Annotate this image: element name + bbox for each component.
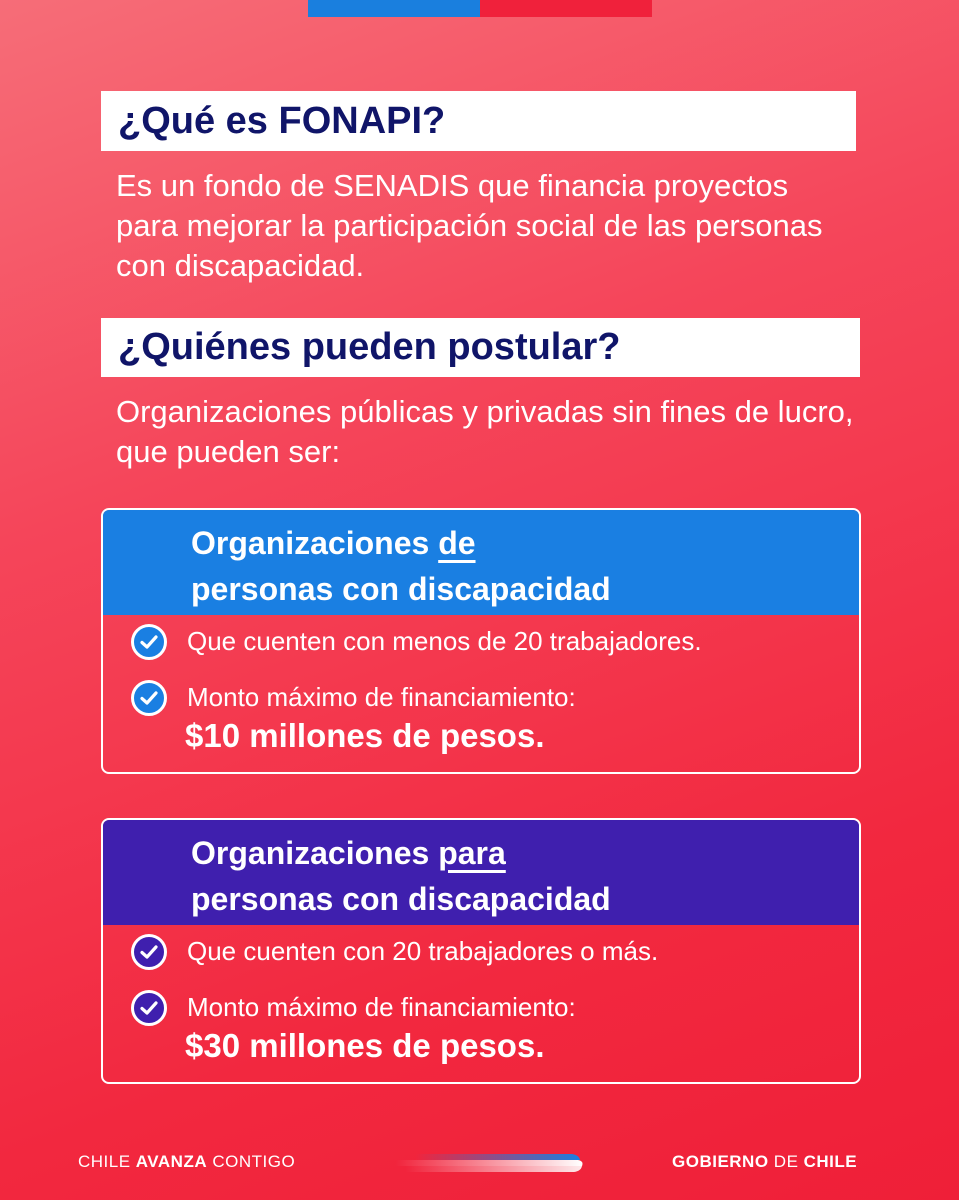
flag-blue-stripe	[308, 0, 480, 17]
underlined-word: de	[438, 525, 476, 561]
list-item	[131, 680, 576, 758]
funding-amount: $10 millones de pesos.	[185, 717, 545, 754]
check-circle-icon	[131, 990, 167, 1026]
card-organizaciones-de	[101, 508, 861, 774]
heading-quienes-pueden-postular: ¿Quiénes pueden postular?	[101, 318, 860, 377]
card-title: Organizaciones de personas con discapacidad	[103, 510, 859, 615]
check-circle-icon	[131, 624, 167, 660]
fonapi-description: Es un fondo de SENADIS que financia proyectos para mejorar la participación social de las personas con discapacidad.	[116, 168, 823, 283]
footer-slogan: CHILE AVANZA CONTIGO	[78, 1152, 296, 1171]
card-title: Organizaciones para personas con discapacidad	[103, 820, 859, 925]
check-circle-icon	[131, 680, 167, 716]
item-text: Monto máximo de financiamiento: $10 millones de pesos.	[187, 680, 576, 758]
chile-stripes-logo-icon	[396, 1150, 586, 1174]
list-item	[131, 934, 658, 970]
flag-bar	[308, 0, 652, 17]
item-text: Que cuenten con menos de 20 trabajadores.	[187, 626, 702, 656]
heading-que-es-fonapi: ¿Qué es FONAPI?	[101, 91, 856, 151]
eligibility-description: Organizaciones públicas y privadas sin fines de lucro, que pueden ser:	[116, 394, 854, 469]
item-text: Que cuenten con 20 trabajadores o más.	[187, 936, 659, 966]
list-item	[131, 624, 702, 660]
flag-red-stripe	[480, 0, 652, 17]
check-circle-icon	[131, 934, 167, 970]
footer-gobierno-de-chile: GOBIERNO DE CHILE	[672, 1152, 858, 1171]
item-text: Monto máximo de financiamiento: $30 millones de pesos.	[187, 990, 576, 1068]
card-organizaciones-para	[101, 818, 861, 1084]
list-item	[131, 990, 576, 1068]
underlined-word: para	[438, 835, 506, 871]
funding-amount: $30 millones de pesos.	[185, 1027, 545, 1064]
